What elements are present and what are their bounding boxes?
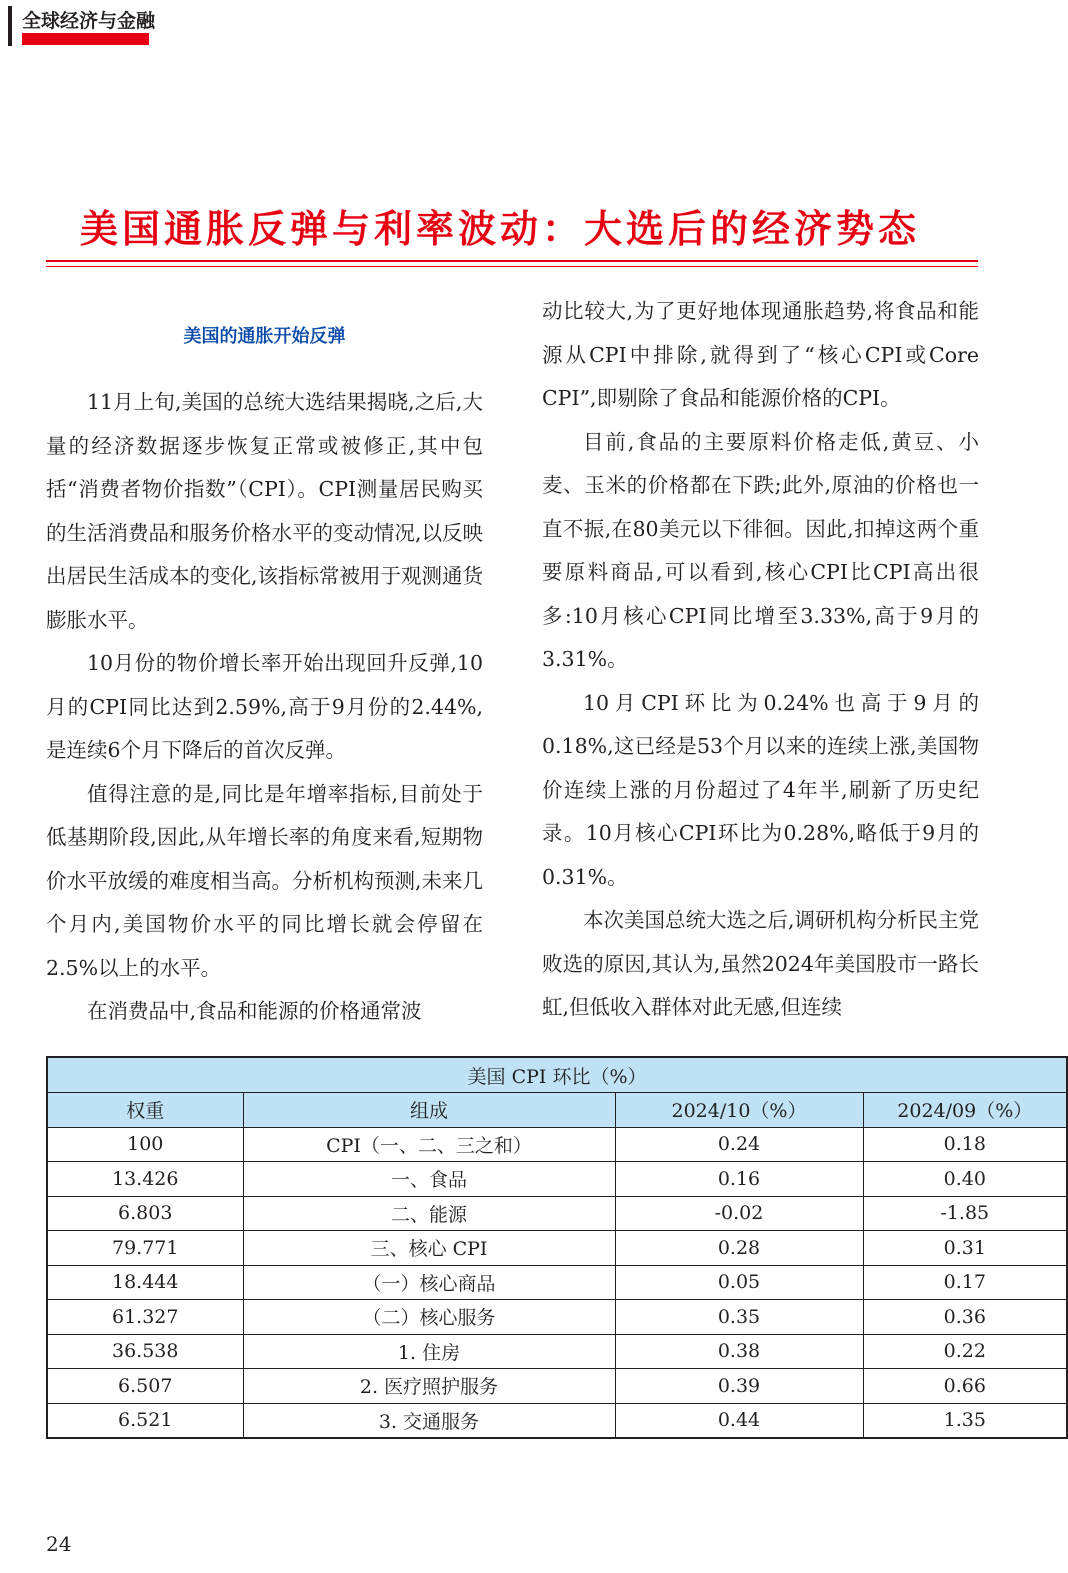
table-cell: 6.507 — [47, 1369, 243, 1404]
table-row — [47, 1403, 1067, 1438]
table-cell: 0.18 — [863, 1127, 1067, 1162]
table-cell: 0.36 — [863, 1300, 1067, 1335]
table-header-row — [47, 1093, 1067, 1128]
table-caption-row — [47, 1057, 1067, 1093]
table-cell: 二、能源 — [243, 1196, 615, 1231]
table-cell: 36.538 — [47, 1334, 243, 1369]
table-cell: -1.85 — [863, 1196, 1067, 1231]
table-row — [47, 1369, 1067, 1404]
table-row — [47, 1127, 1067, 1162]
table-cell: 0.28 — [615, 1231, 863, 1266]
paragraph: 目前,食品的主要原料价格走低,黄豆、小麦、玉米的价格都在下跌;此外,原油的价格也一直不振,在80美元以下徘徊。因此,扣掉这两个重要原料商品,可以看到,核心CPI比CPI高出很多:10月核心CPI同比增至3.33%,高于9月的3.31%。 — [542, 429, 979, 671]
paragraph: 动比较大,为了更好地体现通胀趋势,将食品和能源从CPI中排除,就得到了“核心CPI或Core CPI”,即剔除了食品和能源价格的CPI。 — [542, 299, 979, 410]
table-cell: 三、核心 CPI — [243, 1231, 615, 1266]
table-row — [47, 1231, 1067, 1266]
table-caption: 美国 CPI 环比（%） — [47, 1057, 1067, 1093]
table-cell: 0.38 — [615, 1334, 863, 1369]
table-cell: -0.02 — [615, 1196, 863, 1231]
table-cell: 0.22 — [863, 1334, 1067, 1369]
table-cell: 6.803 — [47, 1196, 243, 1231]
table-row — [47, 1334, 1067, 1369]
right-column — [542, 290, 979, 1030]
paragraph: 本次美国总统大选之后,调研机构分析民主党败选的原因,其认为,虽然2024年美国股市一路长虹,但低收入群体对此无感,但连续 — [542, 908, 980, 1019]
paragraph: 10月份的物价增长率开始出现回升反弹,10月的CPI同比达到2.59%,高于9月份的2.44%,是连续6个月下降后的首次反弹。 — [46, 651, 483, 762]
table-cell: 0.16 — [615, 1162, 863, 1197]
table-row — [47, 1300, 1067, 1335]
table-cell: 1.35 — [863, 1403, 1067, 1438]
table-cell: 0.17 — [863, 1265, 1067, 1300]
table-cell: 0.31 — [863, 1231, 1067, 1266]
table-cell: 100 — [47, 1127, 243, 1162]
page-number: 24 — [46, 1532, 72, 1556]
column-header: 2024/10（%） — [615, 1093, 863, 1128]
table-cell: 2. 医疗照护服务 — [243, 1369, 615, 1404]
table-cell: 13.426 — [47, 1162, 243, 1197]
table-row — [47, 1265, 1067, 1300]
table-cell: 1. 住房 — [243, 1334, 615, 1369]
section-heading: 美国的通胀开始反弹 — [183, 326, 346, 347]
paragraph: 11月上旬,美国的总统大选结果揭晓,之后,大量的经济数据逐步恢复正常或被修正,其中包括“消费者物价指数”（CPI）。CPI测量居民购买的生活消费品和服务价格水平的变动情况,以反映出居民生活成本的变化,该指标常被用于观测通货膨胀水平。 — [46, 390, 484, 632]
table-cell: 61.327 — [47, 1300, 243, 1335]
left-column — [46, 381, 483, 1034]
cpi-table-container — [46, 1056, 1033, 1439]
table-cell: 79.771 — [47, 1231, 243, 1266]
column-header: 权重 — [47, 1093, 243, 1128]
cpi-table — [46, 1056, 1068, 1439]
section-label: 全球经济与金融 — [22, 10, 156, 32]
paragraph: 10月CPI环比为0.24%也高于9月的0.18%,这已经是53个月以来的连续上涨,美国物价连续上涨的月份超过了4年半,刷新了历史纪录。10月核心CPI环比为0.28%,略低于9月的0.31%。 — [542, 690, 979, 889]
section-header — [0, 0, 156, 46]
table-cell: 一、食品 — [243, 1162, 615, 1197]
table-cell: CPI（一、二、三之和） — [243, 1127, 615, 1162]
table-cell: 0.39 — [615, 1369, 863, 1404]
header-marker — [8, 6, 12, 46]
paragraph: 值得注意的是,同比是年增率指标,目前处于低基期阶段,因此,从年增长率的角度来看,短期物价水平放缓的难度相当高。分析机构预测,未来几个月内,美国物价水平的同比增长就会停留在2.5%以上的水平。 — [46, 781, 484, 980]
table-cell: 0.35 — [615, 1300, 863, 1335]
table-cell: 18.444 — [47, 1265, 243, 1300]
table-cell: 0.24 — [615, 1127, 863, 1162]
table-cell: 0.44 — [615, 1403, 863, 1438]
header-red-bar — [22, 33, 149, 45]
column-header: 组成 — [243, 1093, 615, 1128]
table-row — [47, 1196, 1067, 1231]
table-cell: （二）核心服务 — [243, 1300, 615, 1335]
article-title: 美国通胀反弹与利率波动：大选后的经济势态 — [79, 207, 920, 251]
table-cell: 0.05 — [615, 1265, 863, 1300]
column-header: 2024/09（%） — [863, 1093, 1067, 1128]
table-cell: 0.40 — [863, 1162, 1067, 1197]
title-rule — [46, 260, 978, 262]
title-rule-thin — [46, 266, 978, 267]
table-cell: 3. 交通服务 — [243, 1403, 615, 1438]
table-row — [47, 1162, 1067, 1197]
table-cell: 6.521 — [47, 1403, 243, 1438]
table-cell: （一）核心商品 — [243, 1265, 615, 1300]
paragraph: 在消费品中,食品和能源的价格通常波 — [87, 999, 422, 1023]
table-cell: 0.66 — [863, 1369, 1067, 1404]
